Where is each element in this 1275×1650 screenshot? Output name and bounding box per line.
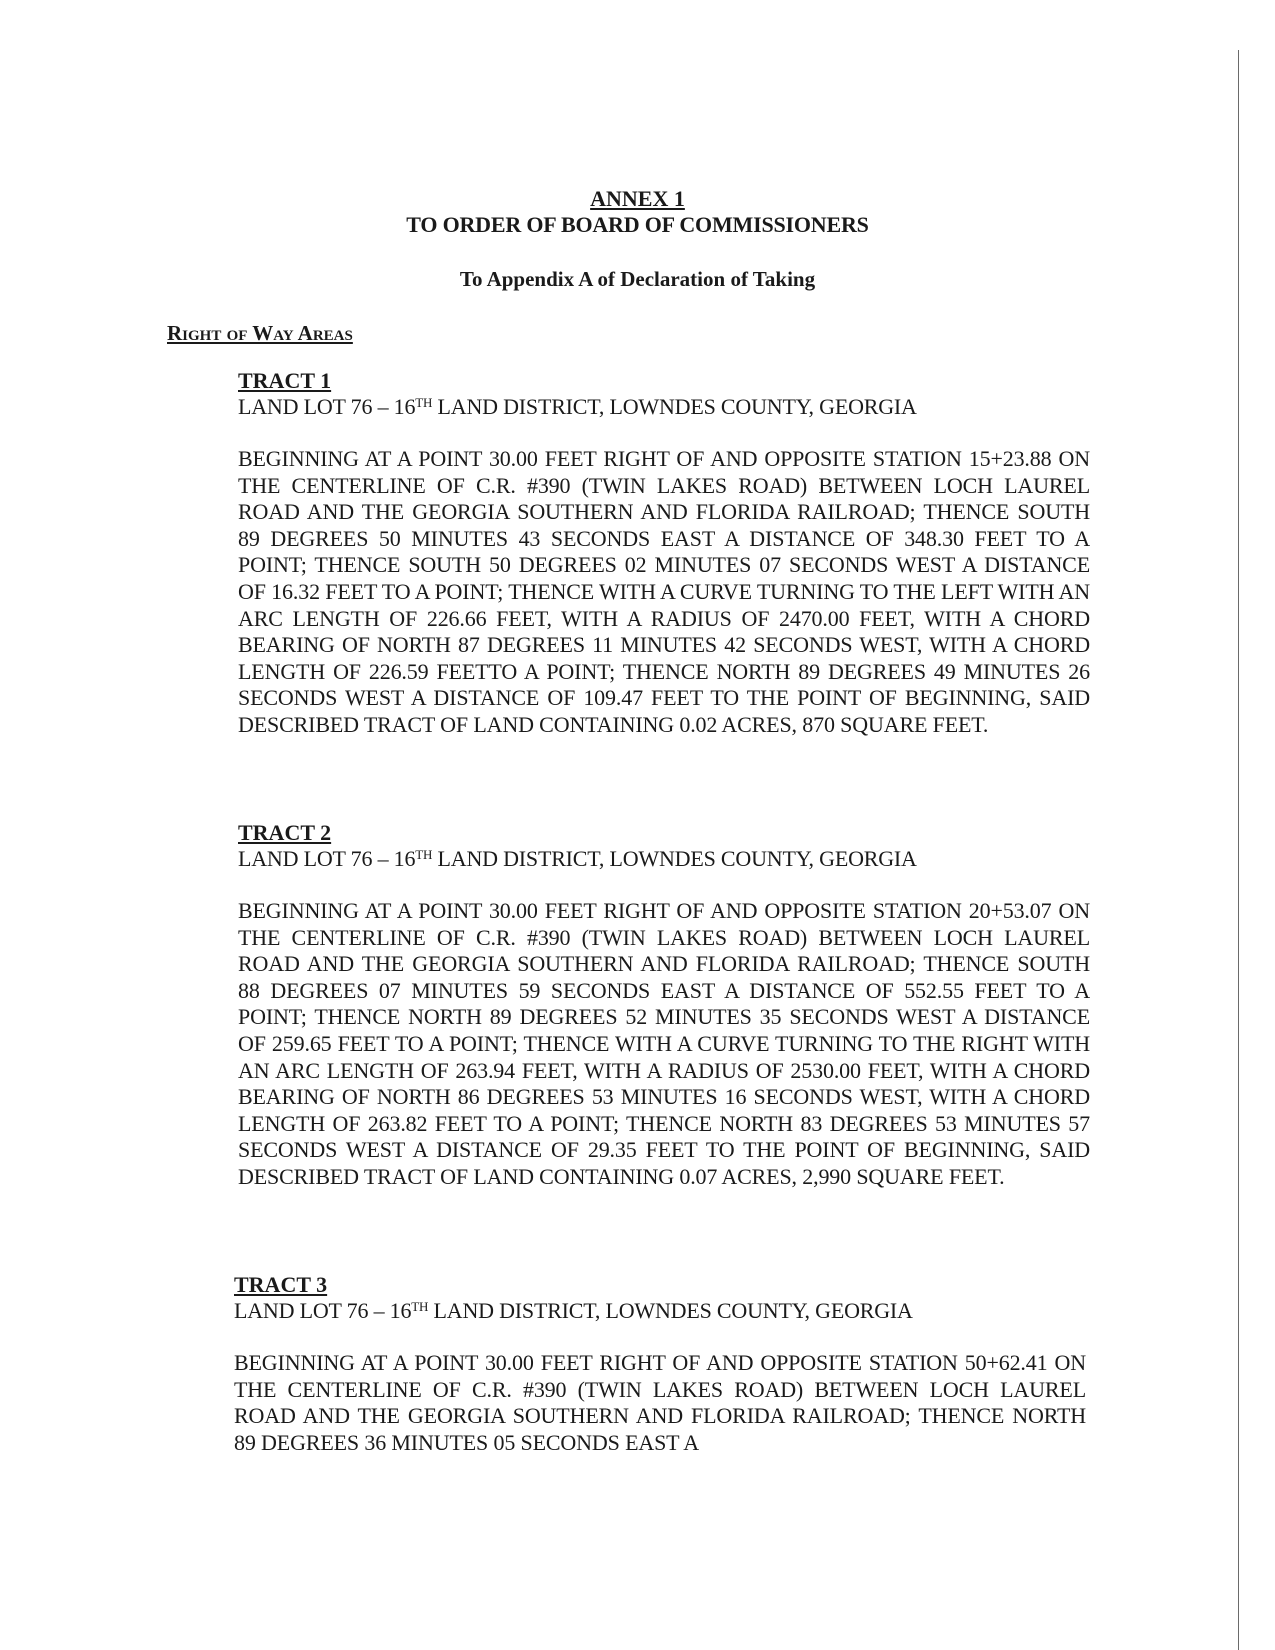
annex-subtitle: TO ORDER OF BOARD OF COMMISSIONERS [406,212,869,237]
appendix-heading: To Appendix A of Declaration of Taking [459,267,816,291]
tract-land-lot [238,846,1090,872]
annex-title: ANNEX 1 [590,186,685,211]
tract-title: TRACT 1 [238,368,332,393]
tract-description: BEGINNING AT A POINT 30.00 FEET RIGHT OF AND OPPOSITE STATION 15+23.88 ON THE CENTERLINE OF C.R. #390 (TWIN LAKES ROAD) BETWEEN LOCH LAUREL ROAD AND THE GEORGIA SOUTHERN AND FLORIDA RAILROAD; THENCE SOUTH 89 DEGREES 50 MINUTES 43 SECONDS EAST A DISTANCE OF 348.30 FEET TO A POINT; THENCE SOUTH 50 DEGREES 02 MINUTES 07 SECONDS WEST A DISTANCE OF 16.32 FEET TO A POINT; THENCE WITH A CURVE TURNING TO THE LEFT WITH AN ARC LENGTH OF 226.66 FEET, WITH A RADIUS OF 2470.00 FEET, WITH A CHORD BEARING OF NORTH 87 DEGREES 11 MINUTES 42 SECONDS WEST, WITH A CHORD LENGTH OF 226.59 FEETTO A POINT; THENCE NORTH 89 DEGREES 49 MINUTES 26 SECONDS WEST A DISTANCE OF 109.47 FEET TO THE POINT OF BEGINNING, SAID DESCRIBED TRACT OF LAND CONTAINING 0.02 ACRES, 870 SQUARE FEET. [238,446,1090,737]
land-lot-prefix: LAND LOT 76 – 16 [234,1298,412,1323]
land-lot-superscript: TH [411,1299,429,1314]
land-lot-prefix: LAND LOT 76 – 16 [238,846,416,871]
land-lot-suffix: LAND DISTRICT, LOWNDES COUNTY, GEORGIA [432,846,917,871]
section-heading: Right of Way Areas [167,321,353,345]
tract-description: BEGINNING AT A POINT 30.00 FEET RIGHT OF AND OPPOSITE STATION 50+62.41 ON THE CENTERLINE OF C.R. #390 (TWIN LAKES ROAD) BETWEEN LOCH LAUREL ROAD AND THE GEORGIA SOUTHERN AND FLORIDA RAILROAD; THENCE NORTH 89 DEGREES 36 MINUTES 05 SECONDS EAST A [234,1350,1086,1455]
land-lot-superscript: TH [415,847,433,862]
tract-description: BEGINNING AT A POINT 30.00 FEET RIGHT OF AND OPPOSITE STATION 20+53.07 ON THE CENTERLINE OF C.R. #390 (TWIN LAKES ROAD) BETWEEN LOCH LAUREL ROAD AND THE GEORGIA SOUTHERN AND FLORIDA RAILROAD; THENCE SOUTH 88 DEGREES 07 MINUTES 59 SECONDS EAST A DISTANCE OF 552.55 FEET TO A POINT; THENCE NORTH 89 DEGREES 52 MINUTES 35 SECONDS WEST A DISTANCE OF 259.65 FEET TO A POINT; THENCE WITH A CURVE TURNING TO THE RIGHT WITH AN ARC LENGTH OF 263.94 FEET, WITH A RADIUS OF 2530.00 FEET, WITH A CHORD BEARING OF NORTH 86 DEGREES 53 MINUTES 16 SECONDS WEST, WITH A CHORD LENGTH OF 263.82 FEET TO A POINT; THENCE NORTH 83 DEGREES 53 MINUTES 57 SECONDS WEST A DISTANCE OF 29.35 FEET TO THE POINT OF BEGINNING, SAID DESCRIBED TRACT OF LAND CONTAINING 0.07 ACRES, 2,990 SQUARE FEET. [238,898,1090,1189]
tract-2 [238,820,1090,1191]
tract-title: TRACT 2 [238,820,332,845]
land-lot-superscript: TH [415,395,433,410]
land-lot-prefix: LAND LOT 76 – 16 [238,394,416,419]
tract-land-lot [234,1298,1086,1324]
tract-land-lot [238,394,1090,420]
land-lot-suffix: LAND DISTRICT, LOWNDES COUNTY, GEORGIA [428,1298,913,1323]
tract-title: TRACT 3 [234,1272,328,1297]
tract-3 [234,1272,1086,1456]
tract-1 [238,368,1090,739]
land-lot-suffix: LAND DISTRICT, LOWNDES COUNTY, GEORGIA [432,394,917,419]
